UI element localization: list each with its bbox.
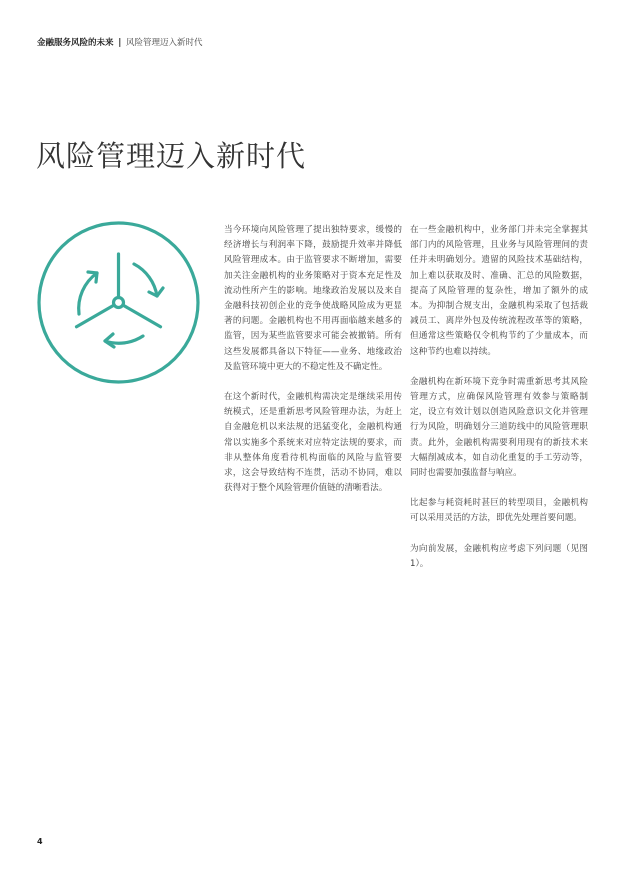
paragraph: 当今环境向风险管理了提出独特要求，缓慢的经济增长与利润率下降，鼓励提升效率并降低风险管理成本。由于监管要求不断增加，需要加关注金融机构的业务策略对于资本充足性及流动性所产生的影响。地缘政治发展以及来自金融科技初创企业的竞争使战略风险成为更显著的问题。金融机构也不用再面临越来越多的监管，因为某些监管要求可能会被撤销。所有这些发展都具备以下特征——业务、地缘政治及监管环境中更大的不稳定性及不确定性。 [224, 225, 402, 372]
cycle-arrows-icon [37, 221, 200, 384]
paragraph: 为向前发展，金融机构应考虑下列问题（见图1）。 [410, 543, 588, 569]
paragraph: 在这个新时代，金融机构需决定是继续采用传统模式，还是重新思考风险管理办法，为赶上自金融危机以来法规的迅猛变化，金融机构通常以实施多个系统来对应特定法规的要求，而非从整体角度看待机构面临的风险与监管要求，这会导致结构不连贯，活动不协同，难以获得对于整个风险管理价值链的清晰看法。 [224, 392, 402, 494]
paragraph: 金融机构在新环境下竞争时需重新思考其风险管理方式，应确保风险管理有效参与策略制定，设立有效计划以创造风险意识文化并管理行为风险，明确划分三道防线中的风险管理职责。此外，金融机构需要利用现有的新技术来大幅削减成本，如自动化重复的手工劳动等，同时也需要加强监督与响应。 [410, 376, 588, 479]
paragraph: 比起参与耗资耗时甚巨的转型项目，金融机构可以采用灵活的方法，即优先处理首要问题。 [410, 498, 588, 524]
paragraph: 在一些金融机构中，业务部门并未完全掌握其部门内的风险管理，且业务与风险管理间的责任并未明确划分。遗留的风险技术基础结构，加上难以获取及时、准确、汇总的风险数据，提高了风险管理的复杂性，增加了额外的成本。为抑制合规支出，金融机构采取了包括裁减员工、离岸外包及传统流程改革等的策略，但通常这些策略仅令机构节约了少量成本，而这种节约也难以持续。 [410, 225, 588, 357]
page-number: 4 [37, 837, 43, 846]
outer-ring [39, 223, 198, 382]
text-column-right [410, 223, 588, 587]
page-title: 风险管理迈入新时代 [36, 139, 307, 173]
cycle-arrows-svg [37, 221, 200, 384]
header-separator: | [118, 38, 122, 48]
header-chapter: 风险管理迈入新时代 [126, 38, 203, 48]
text-column-left [224, 223, 402, 511]
header-section: 金融服务风险的未来 [37, 38, 114, 48]
running-header [37, 36, 203, 48]
